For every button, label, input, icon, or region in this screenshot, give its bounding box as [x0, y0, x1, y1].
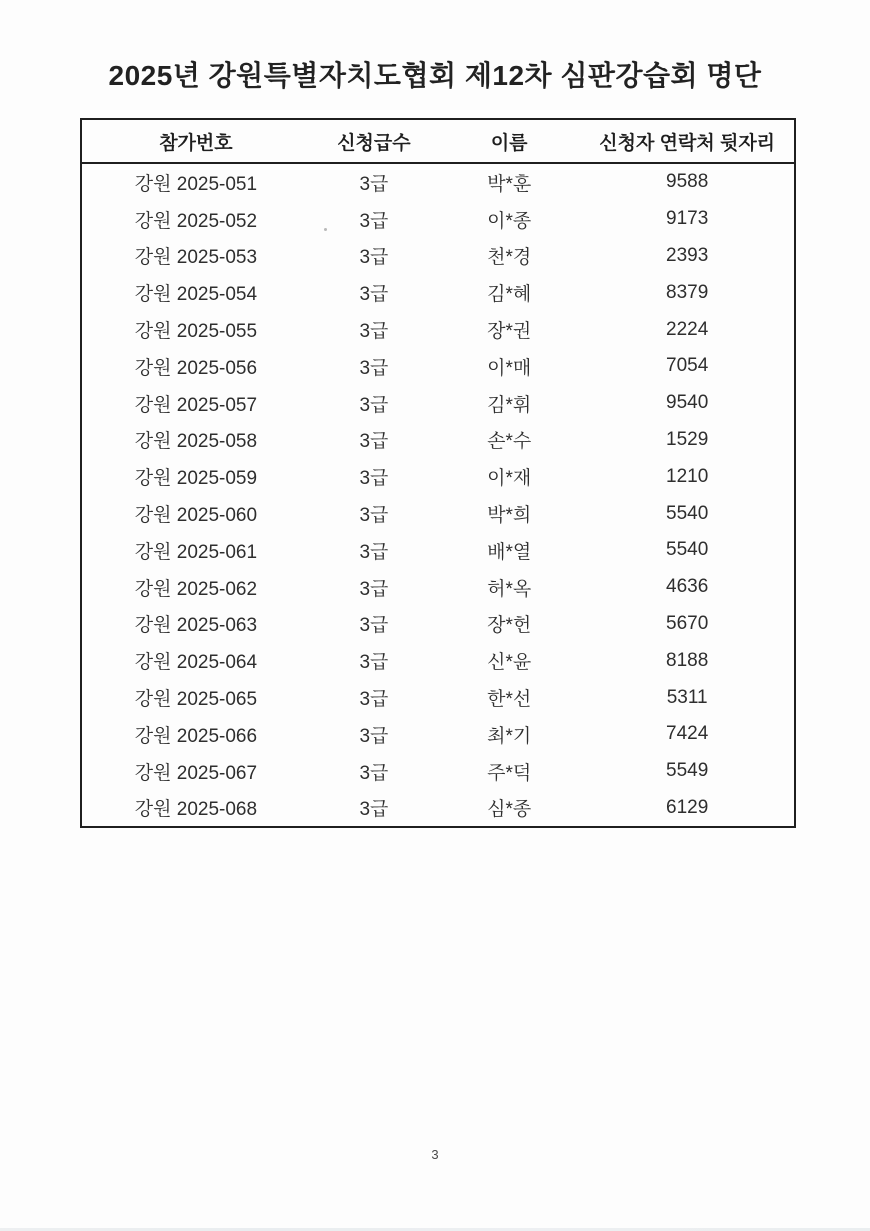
name-cell: 주*덕 [487, 762, 532, 784]
grade-cell: 3급 [359, 762, 389, 784]
phone-last-digits-cell: 5311 [666, 686, 708, 708]
phone-last-digits-cell: 1210 [666, 465, 709, 487]
grade-cell: 3급 [359, 173, 389, 195]
participant-no-cell: 강원 2025-062 [134, 578, 258, 600]
table-row [82, 385, 794, 422]
participant-no-cell: 강원 2025-067 [134, 762, 258, 784]
name-cell: 이*매 [487, 357, 532, 379]
column-header-name: 이름 [490, 132, 528, 154]
participant-no-cell: 강원 2025-058 [134, 431, 258, 453]
phone-last-digits-cell: 9173 [666, 208, 709, 230]
grade-cell: 3급 [359, 725, 389, 747]
grade-cell: 3급 [359, 799, 389, 821]
participant-no-cell: 강원 2025-055 [134, 321, 258, 343]
participant-no-cell: 강원 2025-065 [134, 689, 258, 711]
name-cell: 최*기 [487, 725, 532, 747]
name-cell: 신*윤 [487, 652, 532, 674]
name-cell: 손*수 [487, 431, 532, 453]
grade-cell: 3급 [359, 431, 389, 453]
participant-no-cell: 강원 2025-060 [134, 505, 258, 527]
grade-cell: 3급 [359, 652, 389, 674]
phone-last-digits-cell: 8379 [666, 281, 709, 303]
participant-no-cell: 강원 2025-052 [134, 210, 258, 232]
grade-cell: 3급 [359, 615, 389, 637]
name-cell: 장*권 [487, 321, 532, 343]
grade-cell: 3급 [359, 578, 389, 600]
grade-cell: 3급 [359, 541, 389, 563]
phone-last-digits-cell: 6129 [666, 796, 709, 818]
phone-last-digits-cell: 2224 [666, 318, 709, 340]
roster-table [80, 118, 796, 828]
grade-cell: 3급 [359, 247, 389, 269]
phone-last-digits-cell: 7054 [666, 355, 709, 377]
grade-cell: 3급 [359, 210, 389, 232]
name-cell: 심*종 [487, 799, 532, 821]
column-header-grade: 신청급수 [337, 132, 411, 154]
participant-no-cell: 강원 2025-068 [134, 799, 258, 821]
name-cell: 김*혜 [487, 284, 532, 306]
participant-no-cell: 강원 2025-051 [134, 173, 258, 195]
table-body [82, 164, 794, 826]
phone-last-digits-cell: 5549 [666, 760, 709, 782]
name-cell: 한*선 [487, 689, 532, 711]
name-cell: 배*열 [487, 541, 532, 563]
column-header-phone-last-digits: 신청자 연락처 뒷자리 [599, 132, 776, 154]
phone-last-digits-cell: 8188 [666, 649, 709, 671]
table-row [82, 642, 794, 679]
phone-last-digits-cell: 4636 [666, 576, 709, 598]
name-cell: 김*휘 [487, 394, 532, 416]
grade-cell: 3급 [359, 394, 389, 416]
table-row [82, 274, 794, 311]
phone-last-digits-cell: 9588 [666, 171, 709, 193]
table-header-row [82, 120, 794, 164]
table-row [82, 348, 794, 385]
table-row [82, 606, 794, 643]
page-number: 3 [431, 1147, 439, 1162]
participant-no-cell: 강원 2025-063 [134, 615, 258, 637]
name-cell: 이*종 [487, 210, 532, 232]
participant-no-cell: 강원 2025-066 [134, 725, 258, 747]
grade-cell: 3급 [359, 468, 389, 490]
column-header-participant-no: 참가번호 [159, 132, 233, 154]
grade-cell: 3급 [359, 284, 389, 306]
table-row [82, 422, 794, 459]
phone-last-digits-cell: 7424 [666, 723, 709, 745]
phone-last-digits-cell: 9540 [666, 392, 709, 414]
table-row [82, 164, 794, 201]
scan-speck-artifact [324, 228, 327, 231]
phone-last-digits-cell: 5540 [666, 502, 709, 524]
phone-last-digits-cell: 5540 [666, 539, 709, 561]
table-row [82, 716, 794, 753]
grade-cell: 3급 [359, 321, 389, 343]
participant-no-cell: 강원 2025-057 [134, 394, 258, 416]
table-row [82, 311, 794, 348]
table-row [82, 201, 794, 238]
page-title: 2025년 강원특별자치도협회 제12차 심판강습회 명단 [108, 60, 762, 91]
participant-no-cell: 강원 2025-059 [134, 468, 258, 490]
name-cell: 허*옥 [487, 578, 532, 600]
phone-last-digits-cell: 1529 [666, 428, 709, 450]
phone-last-digits-cell: 2393 [666, 244, 709, 266]
participant-no-cell: 강원 2025-054 [134, 284, 258, 306]
table-row [82, 569, 794, 606]
table-row [82, 753, 794, 790]
name-cell: 박*훈 [487, 173, 532, 195]
table-row [82, 458, 794, 495]
name-cell: 장*헌 [487, 615, 532, 637]
name-cell: 이*재 [487, 468, 532, 490]
table-row [82, 679, 794, 716]
participant-no-cell: 강원 2025-056 [134, 357, 258, 379]
grade-cell: 3급 [359, 357, 389, 379]
phone-last-digits-cell: 5670 [666, 612, 709, 634]
table-row [82, 238, 794, 275]
name-cell: 천*경 [487, 247, 532, 269]
table-row [82, 532, 794, 569]
table-row [82, 790, 794, 827]
participant-no-cell: 강원 2025-061 [134, 541, 258, 563]
grade-cell: 3급 [359, 505, 389, 527]
grade-cell: 3급 [359, 689, 389, 711]
participant-no-cell: 강원 2025-064 [134, 652, 258, 674]
name-cell: 박*희 [487, 505, 532, 527]
table-row [82, 495, 794, 532]
participant-no-cell: 강원 2025-053 [134, 247, 258, 269]
